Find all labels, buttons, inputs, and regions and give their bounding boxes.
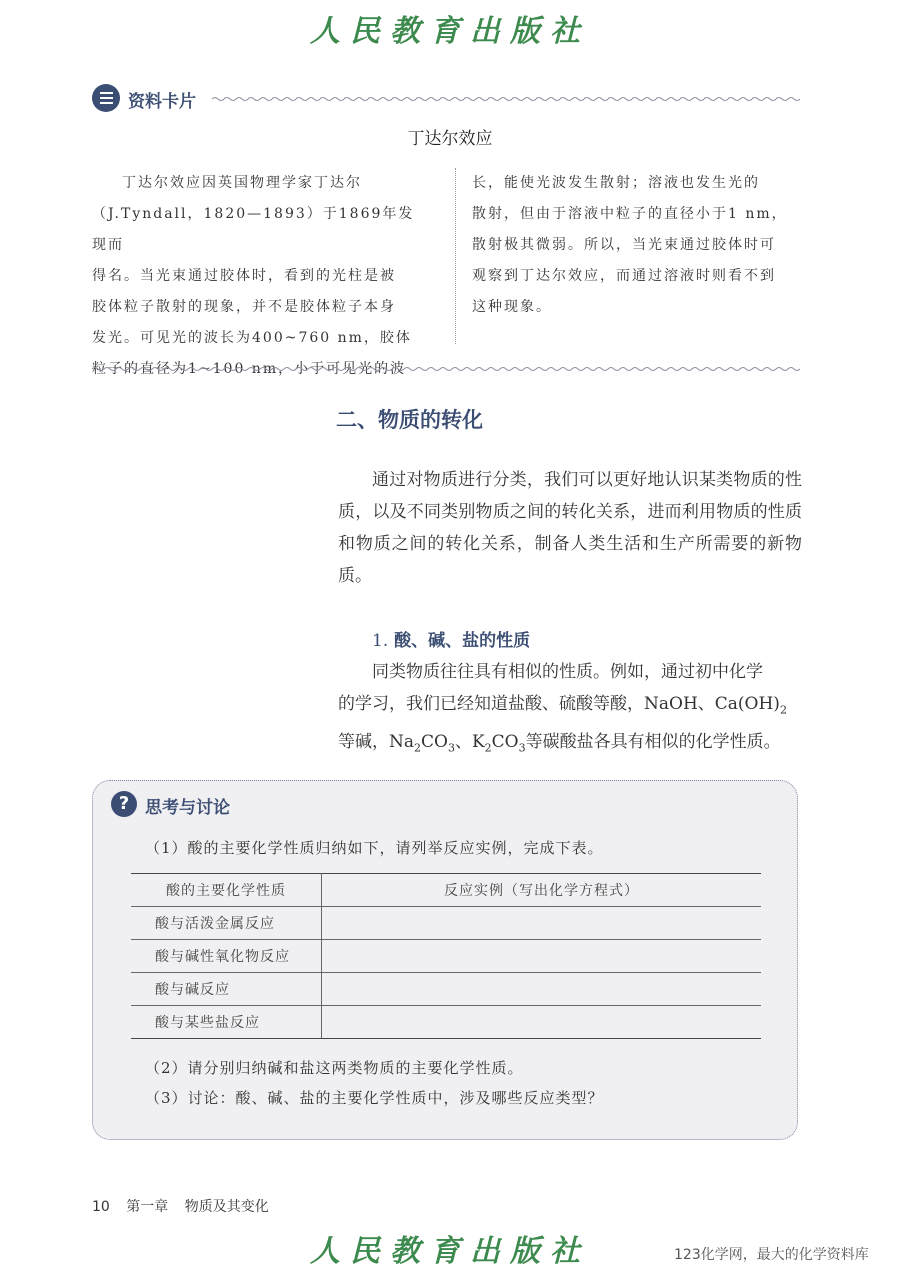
para-text: 等碱，Na xyxy=(338,732,415,753)
para-text: CO xyxy=(421,732,448,753)
question-1: （1）酸的主要化学性质归纳如下，请列举反应实例，完成下表。 xyxy=(145,839,604,857)
info-line: 粒子的直径为1~100 nm，小于可见光的波 xyxy=(92,361,407,377)
table-cell: 酸与活泼金属反应 xyxy=(131,907,322,940)
table-cell: 酸与某些盐反应 xyxy=(131,1006,322,1039)
subsection-number: 1. xyxy=(372,631,389,651)
intro-paragraph: 通过对物质进行分类，我们可以更好地认识某类物质的性质，以及不同类别物质之间的转化关系，进而利用物质的性质和物质之间的转化关系，制备人类生活和生产所需要的新物质。 xyxy=(338,470,802,586)
chapter-number: 第一章 xyxy=(126,1199,169,1215)
info-line: 散射，但由于溶液中粒子的直径小于1 nm， xyxy=(472,206,788,222)
table-header: 反应实例（写出化学方程式） xyxy=(322,874,762,907)
subsection-title xyxy=(372,626,530,651)
table-cell: 酸与碱性氧化物反应 xyxy=(131,940,322,973)
info-card-title: 丁达尔效应 xyxy=(407,129,493,149)
para-text: CO xyxy=(491,732,519,753)
subscript: 2 xyxy=(779,703,787,717)
discussion-label: 思考与讨论 xyxy=(145,798,230,818)
question-icon: ? xyxy=(111,791,137,817)
table-row xyxy=(131,1006,761,1039)
table-row xyxy=(131,940,761,973)
question-2: （2）请分别归纳碱和盐这两类物质的主要化学性质。 xyxy=(145,1059,524,1077)
para-line: 同类物质往往具有相似的性质。例如，通过初中化学 xyxy=(372,662,763,682)
info-line: 胶体粒子散射的现象，并不是胶体粒子本身 xyxy=(92,299,396,315)
info-line: 长，能使光波发生散射；溶液也发生光的 xyxy=(472,175,760,191)
subscript: 3 xyxy=(447,741,455,755)
wavy-divider-top xyxy=(212,96,802,102)
info-card-right-column xyxy=(472,168,804,323)
question-3: （3）讨论：酸、碱、盐的主要化学性质中，涉及哪些反应类型？ xyxy=(145,1089,604,1107)
watermark-text: 123化学网，最大的化学资料库 xyxy=(674,1247,869,1263)
info-card-left-column xyxy=(92,168,424,385)
info-card-header xyxy=(92,84,802,114)
table-row xyxy=(131,973,761,1006)
subscript: 3 xyxy=(518,741,526,755)
table-header-row xyxy=(131,874,761,907)
subscript: 2 xyxy=(414,741,422,755)
table-header: 酸的主要化学性质 xyxy=(131,874,322,907)
acid-properties-table xyxy=(131,873,761,1039)
section-intro xyxy=(338,464,802,592)
page-footer xyxy=(92,1196,281,1216)
table-answer-cell[interactable] xyxy=(322,940,762,973)
info-line: 观察到丁达尔效应，而通过溶液时则看不到 xyxy=(472,268,776,284)
table-row xyxy=(131,907,761,940)
wavy-divider-bottom xyxy=(92,366,802,372)
section-paragraph xyxy=(338,656,802,765)
para-text: 、K xyxy=(454,732,485,753)
table-answer-cell[interactable] xyxy=(322,1006,762,1039)
table-answer-cell[interactable] xyxy=(322,973,762,1006)
column-divider xyxy=(455,168,456,344)
info-line: （J.Tyndall，1820—1893）于1869年发现而 xyxy=(92,206,415,253)
info-line: 丁达尔效应因英国物理学家丁达尔 xyxy=(122,175,362,191)
table-answer-cell[interactable] xyxy=(322,907,762,940)
info-line: 得名。当光束通过胶体时，看到的光柱是被 xyxy=(92,268,396,284)
para-line xyxy=(338,726,802,764)
info-line: 发光。可见光的波长为400~760 nm，胶体 xyxy=(92,330,412,346)
chapter-title: 物质及其变化 xyxy=(184,1199,269,1215)
publisher-logo-bottom: 人民教育出版社 xyxy=(310,1234,590,1269)
subscript: 2 xyxy=(484,741,492,755)
info-card-label: 资料卡片 xyxy=(128,92,196,112)
info-line: 散射极其微弱。所以，当光束通过胶体时可 xyxy=(472,237,776,253)
para-line xyxy=(338,688,802,726)
table-cell: 酸与碱反应 xyxy=(131,973,322,1006)
document-icon xyxy=(92,84,120,112)
section-title: 二、物质的转化 xyxy=(336,408,483,432)
info-line: 这种现象。 xyxy=(472,299,552,315)
discussion-box xyxy=(92,780,798,1140)
para-text: 等碳酸盐各具有相似的化学性质。 xyxy=(525,732,781,753)
para-text: 的学习，我们已经知道盐酸、硫酸等酸，NaOH、Ca(OH) xyxy=(338,694,780,714)
page-number: 10 xyxy=(92,1199,110,1215)
subsection-text: 酸、碱、盐的性质 xyxy=(394,631,531,651)
publisher-logo-top: 人民教育出版社 xyxy=(310,14,590,49)
